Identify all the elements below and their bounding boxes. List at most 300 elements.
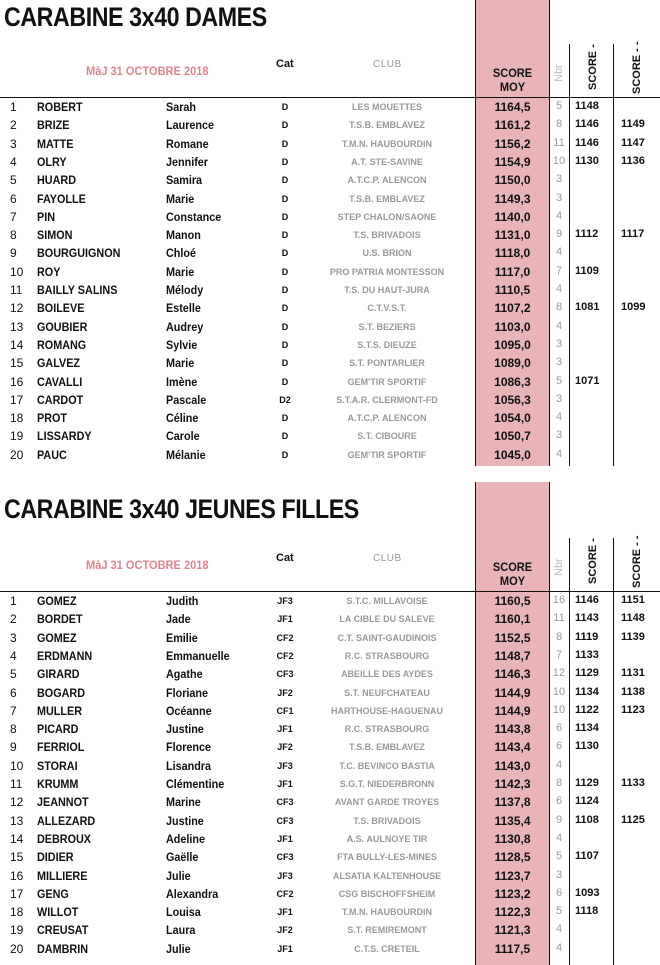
table-row: [0, 409, 660, 427]
category-cell: JF2: [277, 742, 293, 753]
jeunes-section: [0, 482, 660, 965]
club-cell: LES MOUETTES: [351, 102, 422, 112]
category-cell: D: [281, 230, 289, 241]
table-row: [0, 610, 660, 628]
score-1-cell: 1124: [575, 795, 599, 808]
score-moy-cell: 1135,4: [494, 813, 531, 828]
club-cell: A.S. AULNOYE TIR: [346, 833, 428, 844]
table-row: [0, 830, 660, 848]
rank-cell: 14: [10, 831, 24, 846]
category-cell: JF2: [277, 925, 293, 936]
rank-cell: 5: [10, 173, 17, 188]
header-score-moy: SCORE MOY: [492, 66, 533, 94]
last-name-cell: ALLEZARD: [37, 813, 96, 828]
first-name-cell: Clémentine: [166, 777, 225, 791]
table-row: [0, 885, 660, 903]
club-cell: HARTHOUSE-HAGUENAU: [331, 705, 443, 716]
score-1-cell: 1109: [575, 264, 599, 277]
last-name-cell: GALVEZ: [37, 356, 81, 371]
table-row: [0, 738, 660, 756]
rank-cell: 10: [10, 264, 24, 279]
nbr-cell: 10: [552, 154, 566, 167]
rank-cell: 17: [10, 392, 24, 407]
club-cell: GEM'TIR SPORTIF: [347, 376, 427, 387]
table-row: [0, 427, 660, 445]
score-moy-cell: 1045,0: [494, 447, 531, 462]
first-name-cell: Emmanuelle: [166, 648, 230, 663]
rank-cell: 4: [10, 154, 17, 169]
table-row: [0, 226, 660, 244]
club-cell: S.G.T. NIEDERBRONN: [339, 779, 435, 789]
rank-cell: 19: [10, 429, 24, 444]
club-cell: R.C. STRASBOURG: [344, 650, 430, 661]
last-name-cell: BOILEVE: [37, 301, 85, 316]
last-name-cell: GENG: [37, 886, 69, 901]
table-row: [0, 867, 660, 885]
score-moy-cell: 1144,9: [494, 685, 531, 700]
header-cat: Cat: [276, 552, 294, 564]
category-cell: JF3: [277, 870, 293, 881]
club-cell: LA CIBLE DU SALEVE: [339, 614, 435, 625]
nbr-cell: 8: [555, 301, 563, 314]
last-name-cell: JEANNOT: [37, 795, 89, 810]
last-name-cell: OLRY: [37, 154, 67, 169]
nbr-cell: 3: [555, 337, 563, 350]
rank-cell: 7: [10, 703, 17, 718]
score-moy-cell: 1103,0: [494, 319, 531, 334]
nbr-cell: 4: [555, 319, 563, 332]
score-moy-cell: 1110,5: [494, 283, 531, 297]
last-name-cell: STORAI: [37, 758, 78, 773]
header-club: CLUB: [373, 59, 402, 70]
club-cell: PRO PATRIA MONTESSON: [329, 266, 445, 277]
last-name-cell: HUARD: [37, 173, 77, 188]
score-2-cell: 1131: [621, 667, 645, 680]
score-1-cell: 1134: [575, 685, 599, 698]
table-row: [0, 812, 660, 830]
first-name-cell: Adeline: [166, 831, 206, 846]
header-club: CLUB: [373, 553, 402, 564]
first-name-cell: Floriane: [166, 685, 209, 700]
last-name-cell: CAVALLI: [37, 374, 83, 389]
nbr-cell: 5: [555, 850, 563, 863]
nbr-cell: 6: [555, 795, 563, 808]
nbr-cell: 5: [555, 905, 563, 918]
first-name-cell: Agathe: [166, 667, 203, 682]
rank-cell: 16: [10, 374, 24, 389]
nbr-cell: 10: [552, 703, 566, 716]
nbr-cell: 6: [555, 886, 563, 899]
table-row: [0, 757, 660, 775]
club-cell: T.S.B. EMBLAVEZ: [349, 120, 425, 131]
score-2-cell: 1117: [621, 228, 645, 241]
table-row: [0, 848, 660, 866]
category-cell: JF2: [277, 687, 293, 698]
first-name-cell: Mélody: [166, 283, 204, 297]
club-cell: A.T. STE-SAVINE: [351, 156, 423, 167]
score-1-cell: 1130: [575, 154, 599, 167]
nbr-cell: 8: [555, 630, 563, 643]
category-cell: JF1: [277, 614, 293, 625]
table-row: [0, 281, 660, 299]
last-name-cell: ERDMANN: [37, 648, 93, 663]
score-moy-cell: 1128,5: [494, 850, 531, 865]
header-score-1: SCORE -: [587, 538, 599, 584]
header-score-1: SCORE -: [587, 44, 599, 90]
rank-cell: 1: [10, 594, 17, 608]
score-1-cell: 1148: [575, 100, 599, 112]
first-name-cell: Carole: [166, 429, 200, 444]
score-2-cell: 1147: [621, 136, 645, 149]
score-moy-cell: 1146,3: [494, 667, 531, 682]
first-name-cell: Sarah: [166, 100, 197, 114]
table-row: [0, 793, 660, 811]
nbr-cell: 9: [555, 813, 563, 826]
score-moy-cell: 1107,2: [494, 301, 531, 316]
score-moy-cell: 1117,0: [494, 264, 531, 279]
rank-cell: 9: [10, 740, 17, 755]
first-name-cell: Sylvie: [166, 337, 198, 352]
last-name-cell: ROY: [37, 264, 61, 279]
club-cell: T.S.B. EMBLAVEZ: [349, 193, 425, 204]
category-cell: JF3: [277, 760, 293, 771]
score-moy-cell: 1144,9: [494, 703, 531, 718]
club-cell: T.C. BEVINCO BASTIA: [339, 760, 435, 771]
rank-cell: 3: [10, 630, 17, 645]
score-2-cell: 1123: [621, 703, 645, 716]
last-name-cell: CREUSAT: [37, 923, 89, 938]
first-name-cell: Marie: [166, 264, 195, 279]
table-row: [0, 592, 660, 610]
club-cell: T.M.N. HAUBOURDIN: [342, 138, 432, 149]
club-cell: STEP CHALON/SAONE: [337, 211, 437, 222]
nbr-cell: 5: [555, 100, 563, 112]
score-1-cell: 1143: [575, 612, 599, 625]
header-nbr: Nbr: [553, 558, 565, 576]
score-1-cell: 1146: [575, 136, 599, 149]
score-moy-cell: 1160,5: [494, 594, 531, 608]
club-cell: A.T.C.P. ALENCON: [347, 413, 427, 424]
last-name-cell: SIMON: [37, 228, 73, 243]
rank-cell: 11: [10, 283, 23, 297]
update-date: MàJ 31 OCTOBRE 2018: [86, 64, 209, 78]
rank-cell: 6: [10, 191, 17, 206]
first-name-cell: Emilie: [166, 630, 198, 645]
first-name-cell: Judith: [166, 594, 199, 608]
score-1-cell: 1071: [575, 374, 600, 387]
score-2-cell: 1149: [621, 118, 645, 131]
score-1-cell: 1134: [575, 722, 599, 735]
rank-cell: 4: [10, 648, 17, 663]
category-cell: JF1: [277, 833, 293, 844]
nbr-cell: 7: [555, 648, 563, 661]
header-score-2: SCORE - -: [631, 41, 643, 94]
first-name-cell: Laurence: [166, 118, 215, 133]
score-1-cell: 1129: [575, 777, 599, 789]
last-name-cell: ROBERT: [37, 100, 83, 114]
category-cell: D: [281, 156, 289, 167]
nbr-cell: 4: [555, 447, 563, 460]
nbr-cell: 5: [555, 374, 563, 387]
last-name-cell: DEBROUX: [37, 831, 92, 846]
category-cell: D: [281, 339, 289, 350]
score-2-cell: 1099: [621, 301, 646, 314]
rank-cell: 10: [10, 758, 24, 773]
rank-cell: 11: [10, 777, 23, 791]
table-row: [0, 299, 660, 317]
score-1-cell: 1107: [575, 850, 599, 863]
nbr-cell: 4: [555, 246, 563, 259]
club-cell: R.C. STRASBOURG: [344, 724, 430, 735]
first-name-cell: Constance: [166, 209, 222, 224]
first-name-cell: Justine: [166, 722, 204, 737]
last-name-cell: PICARD: [37, 722, 79, 737]
score-1-cell: 1133: [575, 648, 599, 661]
table-row: [0, 720, 660, 738]
category-cell: D: [281, 449, 289, 460]
score-1-cell: 1122: [575, 703, 599, 716]
section-title: CARABINE 3x40 DAMES: [4, 2, 267, 32]
rank-cell: 13: [10, 813, 24, 828]
score-2-cell: 1138: [621, 685, 645, 698]
rank-cell: 15: [10, 850, 24, 865]
club-cell: U.S. BRION: [362, 248, 412, 259]
category-cell: D: [281, 285, 289, 295]
club-cell: S.T. PONTARLIER: [349, 358, 425, 369]
category-cell: CF1: [276, 705, 294, 716]
last-name-cell: WILLOT: [37, 905, 79, 920]
club-cell: AVANT GARDE TROYES: [334, 797, 440, 808]
section-title: CARABINE 3x40 JEUNES FILLES: [4, 494, 359, 524]
table-row: [0, 263, 660, 281]
rank-cell: 20: [10, 447, 24, 462]
score-moy-cell: 1122,3: [494, 905, 531, 920]
score-moy-cell: 1137,8: [494, 795, 531, 810]
score-1-cell: 1130: [575, 740, 599, 753]
nbr-cell: 3: [555, 429, 563, 442]
last-name-cell: MILLIERE: [37, 868, 88, 883]
nbr-cell: 4: [555, 941, 563, 954]
nbr-cell: 16: [552, 594, 566, 606]
first-name-cell: Pascale: [166, 392, 207, 407]
table-row: [0, 391, 660, 409]
rank-cell: 3: [10, 136, 17, 151]
score-moy-cell: 1086,3: [494, 374, 531, 389]
score-1-cell: 1108: [575, 813, 599, 826]
rank-cell: 18: [10, 905, 24, 920]
club-cell: CSG BISCHOFFSHEIM: [338, 888, 436, 899]
score-2-cell: 1151: [621, 594, 645, 606]
score-1-cell: 1146: [575, 594, 599, 606]
category-cell: D2: [279, 394, 291, 405]
category-cell: CF2: [276, 888, 294, 899]
score-moy-cell: 1050,7: [494, 429, 531, 444]
club-cell: S.T. CIBOURE: [357, 431, 417, 442]
score-1-cell: 1146: [575, 118, 599, 131]
category-cell: D: [281, 120, 289, 131]
nbr-cell: 4: [555, 831, 563, 844]
score-moy-cell: 1123,7: [494, 868, 531, 883]
last-name-cell: DIDIER: [37, 850, 74, 865]
nbr-cell: 11: [553, 136, 565, 149]
club-cell: S.T. REMIREMONT: [347, 925, 427, 936]
nbr-cell: 4: [555, 411, 563, 424]
category-cell: JF1: [277, 779, 293, 789]
category-cell: D: [281, 321, 289, 332]
club-cell: T.S. DU HAUT-JURA: [344, 285, 430, 295]
last-name-cell: FAYOLLE: [37, 191, 86, 206]
table-row: [0, 940, 660, 958]
table-row: [0, 135, 660, 153]
score-moy-cell: 1149,3: [494, 191, 531, 206]
rank-cell: 2: [10, 612, 17, 627]
first-name-cell: Justine: [166, 813, 204, 828]
club-cell: ABEILLE DES AYDES: [341, 669, 433, 680]
nbr-cell: 11: [553, 612, 565, 625]
last-name-cell: CARDOT: [37, 392, 84, 407]
score-moy-cell: 1140,0: [494, 209, 531, 224]
rank-cell: 15: [10, 356, 24, 371]
score-moy-cell: 1089,0: [494, 356, 531, 371]
first-name-cell: Audrey: [166, 319, 204, 334]
last-name-cell: PROT: [37, 411, 68, 426]
club-cell: T.S. BRIVADOIS: [353, 815, 421, 826]
last-name-cell: GOUBIER: [37, 319, 88, 334]
rank-cell: 16: [10, 868, 24, 883]
header-score-2: SCORE - -: [631, 535, 643, 588]
nbr-cell: 7: [555, 264, 563, 277]
nbr-cell: 3: [555, 392, 563, 405]
club-cell: S.T. NEUFCHATEAU: [344, 687, 430, 698]
table-row: [0, 318, 660, 336]
score-moy-cell: 1123,2: [494, 886, 531, 901]
category-cell: D: [281, 431, 289, 442]
first-name-cell: Céline: [166, 411, 199, 426]
table-row: [0, 921, 660, 939]
category-cell: D: [281, 413, 289, 424]
score-moy-cell: 1121,3: [494, 923, 531, 938]
nbr-cell: 3: [555, 191, 563, 204]
last-name-cell: GOMEZ: [37, 630, 77, 645]
first-name-cell: Alexandra: [166, 886, 219, 901]
first-name-cell: Imène: [166, 374, 198, 389]
first-name-cell: Estelle: [166, 301, 201, 316]
first-name-cell: Julie: [166, 868, 191, 883]
last-name-cell: FERRIOL: [37, 740, 85, 755]
category-cell: D: [281, 193, 289, 204]
club-cell: FTA BULLY-LES-MINES: [337, 852, 437, 863]
last-name-cell: PIN: [37, 209, 56, 224]
score-moy-cell: 1148,7: [494, 648, 531, 663]
score-1-cell: 1119: [575, 630, 599, 643]
first-name-cell: Jade: [166, 612, 191, 627]
rank-cell: 14: [10, 337, 24, 352]
first-name-cell: Mélanie: [166, 447, 206, 462]
rank-cell: 13: [10, 319, 24, 334]
rank-cell: 8: [10, 722, 17, 737]
nbr-cell: 4: [555, 758, 563, 771]
rank-cell: 5: [10, 667, 17, 682]
last-name-cell: BOURGUIGNON: [37, 246, 121, 261]
first-name-cell: Lisandra: [166, 758, 212, 773]
rank-cell: 12: [10, 301, 24, 316]
category-cell: JF3: [277, 596, 293, 606]
score-1-cell: 1112: [575, 228, 599, 241]
nbr-cell: 9: [555, 228, 563, 241]
score-moy-cell: 1143,0: [494, 758, 531, 773]
score-moy-cell: 1164,5: [494, 100, 531, 114]
club-cell: T.S. BRIVADOIS: [353, 230, 421, 241]
club-cell: S.T.S. DIEUZE: [357, 339, 417, 350]
table-row: [0, 665, 660, 683]
score-1-cell: 1093: [575, 886, 600, 899]
first-name-cell: Manon: [166, 228, 201, 243]
last-name-cell: KRUMM: [37, 777, 79, 791]
first-name-cell: Samira: [166, 173, 203, 188]
category-cell: JF1: [277, 724, 293, 735]
table-row: [0, 775, 660, 793]
first-name-cell: Océanne: [166, 703, 212, 718]
club-cell: S.T.C. MILLAVOISE: [346, 596, 428, 606]
last-name-cell: BOGARD: [37, 685, 86, 700]
category-cell: CF3: [276, 797, 294, 808]
category-cell: D: [281, 376, 289, 387]
club-cell: C.T.S. CRETEIL: [354, 943, 420, 954]
rank-cell: 8: [10, 228, 17, 243]
first-name-cell: Chloé: [166, 246, 197, 261]
rank-cell: 1: [10, 100, 17, 114]
category-cell: D: [281, 211, 289, 222]
category-cell: D: [281, 175, 289, 186]
score-moy-cell: 1130,8: [494, 831, 531, 846]
last-name-cell: BRIZE: [37, 118, 70, 133]
rank-cell: 2: [10, 118, 17, 133]
first-name-cell: Marie: [166, 356, 195, 371]
club-cell: T.M.N. HAUBOURDIN: [342, 907, 432, 918]
score-1-cell: 1081: [575, 301, 600, 314]
rank-cell: 7: [10, 209, 17, 224]
score-moy-cell: 1095,0: [494, 337, 531, 352]
first-name-cell: Florence: [166, 740, 212, 755]
category-cell: JF1: [277, 943, 293, 954]
nbr-cell: 6: [555, 740, 563, 753]
score-moy-cell: 1118,0: [494, 246, 531, 261]
score-moy-cell: 1054,0: [494, 411, 531, 426]
category-cell: JF1: [277, 907, 293, 918]
table-row: [0, 116, 660, 134]
table-row: [0, 354, 660, 372]
nbr-cell: 6: [555, 722, 563, 735]
table-row: [0, 98, 660, 116]
header-score-moy: SCORE MOY: [492, 560, 533, 588]
update-date: MàJ 31 OCTOBRE 2018: [86, 558, 209, 572]
score-moy-cell: 1156,2: [494, 136, 531, 151]
table-row: [0, 684, 660, 702]
category-cell: CF2: [276, 650, 294, 661]
score-moy-cell: 1131,0: [494, 228, 531, 243]
rank-cell: 9: [10, 246, 17, 261]
score-moy-cell: 1143,4: [494, 740, 531, 755]
nbr-cell: 4: [555, 923, 563, 936]
nbr-cell: 8: [555, 777, 563, 789]
rank-cell: 6: [10, 685, 17, 700]
table-row: [0, 153, 660, 171]
nbr-cell: 3: [555, 356, 563, 369]
last-name-cell: MATTE: [37, 136, 74, 151]
score-2-cell: 1148: [621, 612, 645, 625]
header-cat: Cat: [276, 58, 294, 70]
last-name-cell: GOMEZ: [37, 594, 77, 608]
